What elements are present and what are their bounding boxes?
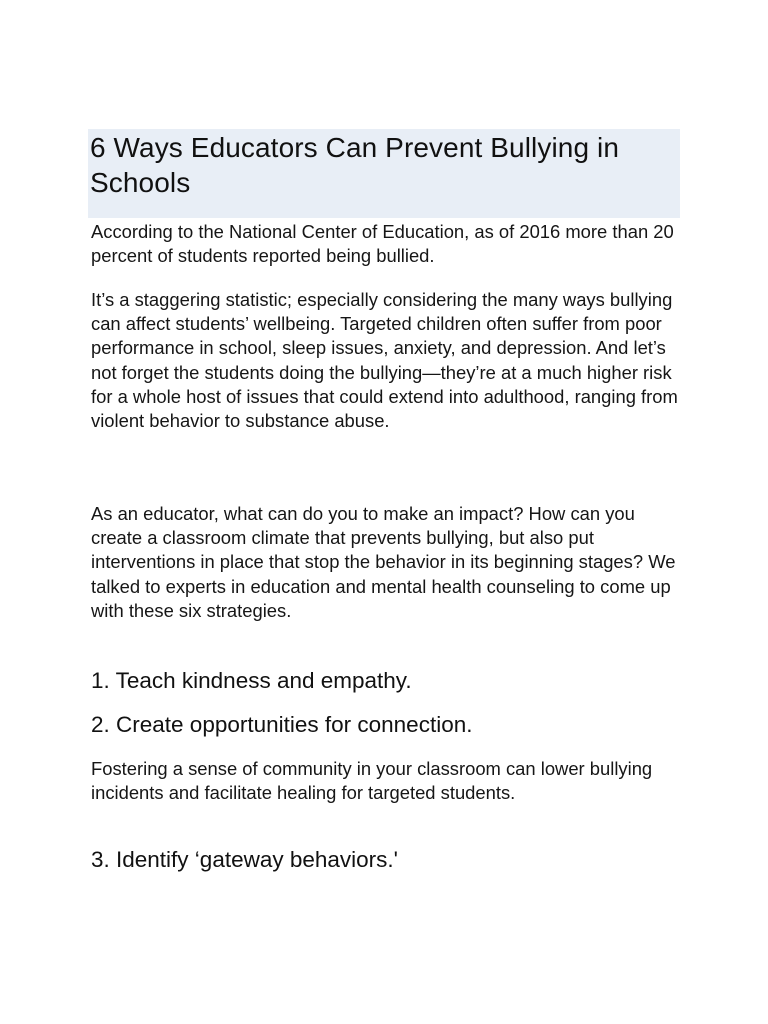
statistic-paragraph: It’s a staggering statistic; especially considering the many ways bullying can affect students’ wellbeing. Targeted children often suffer from poor performance in school, sleep issues, anxiety, and depression. And let’s not forget the students doing the bullying—they’re at a much higher risk for a whole host of issues that could extend into adulthood, ranging from violent behavior to substance abuse. <box>91 289 678 432</box>
strategy-heading-1: 1. Teach kindness and empathy. <box>91 668 412 693</box>
community-paragraph: Fostering a sense of community in your classroom can lower bullying incidents and facilitate healing for targeted students. <box>91 758 653 804</box>
article-title: 6 Ways Educators Can Prevent Bullying in Schools <box>90 132 619 198</box>
intro-paragraph: According to the National Center of Education, as of 2016 more than 20 percent of students reported being bullied. <box>91 221 674 267</box>
educator-question-paragraph: As an educator, what can do you to make an impact? How can you create a classroom climate that prevents bullying, but also put interventions in place that stop the behavior in its beginning stages? We talked to experts in education and mental health counseling to come up with these six strategies. <box>91 503 676 621</box>
strategy-heading-3: 3. Identify ‘gateway behaviors.' <box>91 847 398 872</box>
strategy-heading-2: 2. Create opportunities for connection. <box>91 712 473 737</box>
